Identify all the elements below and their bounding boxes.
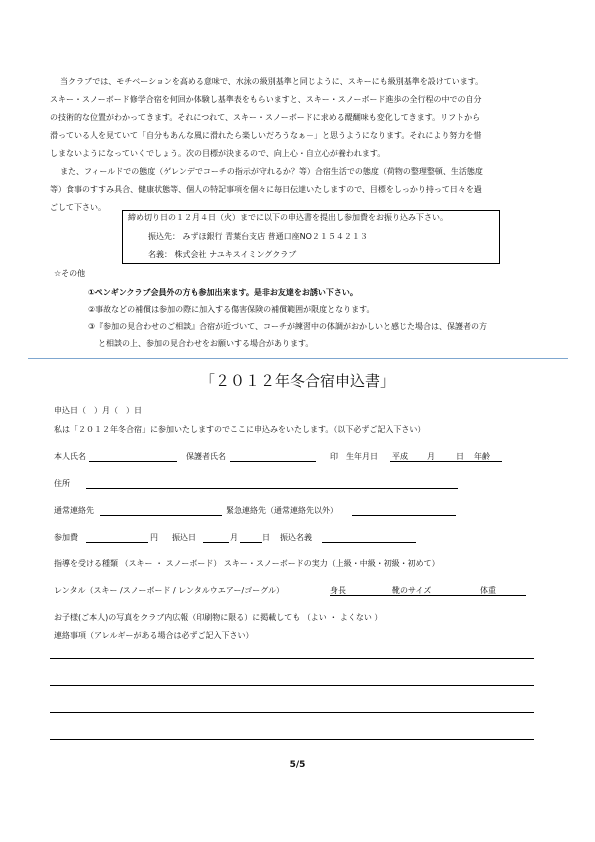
application-date-label: 申込日（ ）月（ ）日	[54, 406, 142, 415]
guardian-name-field[interactable]	[230, 461, 316, 462]
birth-day-unit: 日	[456, 452, 464, 461]
notes-line-1[interactable]	[50, 658, 534, 659]
emergency-contact-field[interactable]	[352, 515, 456, 516]
guardian-name-label: 保護者氏名	[186, 452, 226, 461]
rental-label: レンタル（スキー /スノーボード / レンタルウエアー/ゴーグル）	[54, 586, 284, 595]
fee-label: 参加費	[54, 533, 78, 542]
notes-line-2[interactable]	[50, 685, 534, 686]
intro-line-1: 当クラブでは、モチベーションを高める意味で、水泳の級別基準と同じように、スキーにも級別基準を設けています。	[60, 77, 484, 86]
fee-unit: 円	[150, 533, 158, 542]
transfer-date-label: 振込日	[172, 533, 196, 542]
weight-label: 体重	[480, 586, 496, 595]
regular-contact-label: 通常連絡先	[54, 506, 94, 515]
transfer-month-unit: 月	[230, 533, 238, 542]
fee-field[interactable]	[86, 542, 148, 543]
address-field[interactable]	[86, 488, 458, 489]
intro-line-3: の技術的な位置がわかってきます。それにつれて、スキー・スノーボードに求める醍醐味も変化してきます。リフトから	[50, 113, 481, 122]
section-divider	[28, 358, 568, 359]
applicant-name-field[interactable]	[89, 461, 177, 462]
coaching-type-line: 指導を受ける種類 （スキー ・ スノーボード） スキー・スノーボードの実力（上級・中級・初級・初めて）	[54, 559, 440, 568]
intro-line-7: 等）食事のすすみ具合、健康状態等、個人の特記事項を個々に毎日伝達いたしますので、目標をしっかり持って日々を過	[50, 185, 482, 194]
emergency-contact-label: 緊急連絡先（通常連絡先以外）	[226, 506, 338, 515]
transfer-name-label: 振込名義	[280, 533, 312, 542]
birth-era: 平成	[392, 452, 408, 461]
applicant-name-label: 本人氏名	[54, 452, 86, 461]
birth-date-label: 生年月日	[346, 452, 378, 461]
other-item-3-continued: と相談の上、参加の見合わせをお願いする場合があります。	[98, 339, 314, 348]
rental-size-field[interactable]	[330, 595, 526, 596]
notes-line-4[interactable]	[50, 739, 534, 740]
age-label: 年齢	[474, 452, 490, 461]
intro-line-8: ごして下さい。	[50, 203, 106, 212]
form-title: 「２０１２年冬合宿申込書」	[199, 372, 395, 390]
application-statement: 私は「２０１２年冬合宿」に参加いたしますのでここに申込みをいたします。（以下必ずご記入下さい）	[54, 425, 426, 434]
payment-account-name: 名義： 株式会社 ナユキスイミングクラブ	[148, 250, 297, 259]
other-item-1: ①ペンギンクラブ会員外の方も参加出来ます。是非お友達をお誘い下さい。	[88, 288, 358, 297]
intro-line-6: また、フィールドでの態度（ゲレンデでコーチの指示が守れるか？等）合宿生活での態度（荷物の整理整頓、生活態度	[60, 167, 483, 176]
photo-consent-line: お子様(ご本人)の写真をクラブ内広報（印刷物に限る）に掲載しても （よい ・ よくない ）	[54, 613, 383, 622]
notes-label: 連絡事項（アレルギーがある場合は必ずご記入下さい）	[54, 631, 254, 640]
intro-line-4: 滑っている人を見ていて「自分もあんな風に滑れたら楽しいだろうなぁ－」と思うようになります。それにより努力を惜	[50, 131, 482, 140]
height-label: 身長	[330, 586, 346, 595]
payment-bank: 振込先： みずほ銀行 青葉台支店 普通口座NO２１５４２１３	[148, 232, 368, 241]
transfer-day-field[interactable]	[240, 542, 262, 543]
shoe-size-label: 靴のサイズ	[392, 586, 432, 595]
other-heading: ☆その他	[54, 269, 86, 278]
transfer-name-field[interactable]	[322, 542, 416, 543]
regular-contact-field[interactable]	[100, 515, 222, 516]
address-label: 住所	[54, 479, 70, 488]
birth-month-unit: 月	[427, 452, 435, 461]
seal-mark: 印	[330, 452, 338, 461]
intro-line-2: スキー・スノーボード修学合宿を何回か体験し基準表をもらいますと、スキー・スノーボード進歩の全行程の中での自分	[50, 95, 482, 104]
birth-date-field[interactable]	[390, 461, 502, 462]
other-item-2: ②事故などの補償は参加の際に加入する傷害保険の補償範囲が限度となります。	[88, 305, 375, 314]
transfer-day-unit: 日	[262, 533, 270, 542]
other-item-3: ③『参加の見合わせのご相談』合宿が近づいて、コーチが練習中の体調がおかしいと感じた場合は、保護者の方	[88, 322, 488, 331]
transfer-month-field[interactable]	[203, 542, 229, 543]
intro-line-5: しまないようになっていくでしょう。次の目標が決まるので、向上心・自立心が養われます。	[50, 149, 386, 158]
notes-line-3[interactable]	[50, 712, 534, 713]
payment-deadline: 締め切り日の１２月４日（火）までに以下の申込書を提出し参加費をお振り込み下さい。	[128, 213, 448, 222]
page-number: 5/5	[289, 760, 306, 770]
